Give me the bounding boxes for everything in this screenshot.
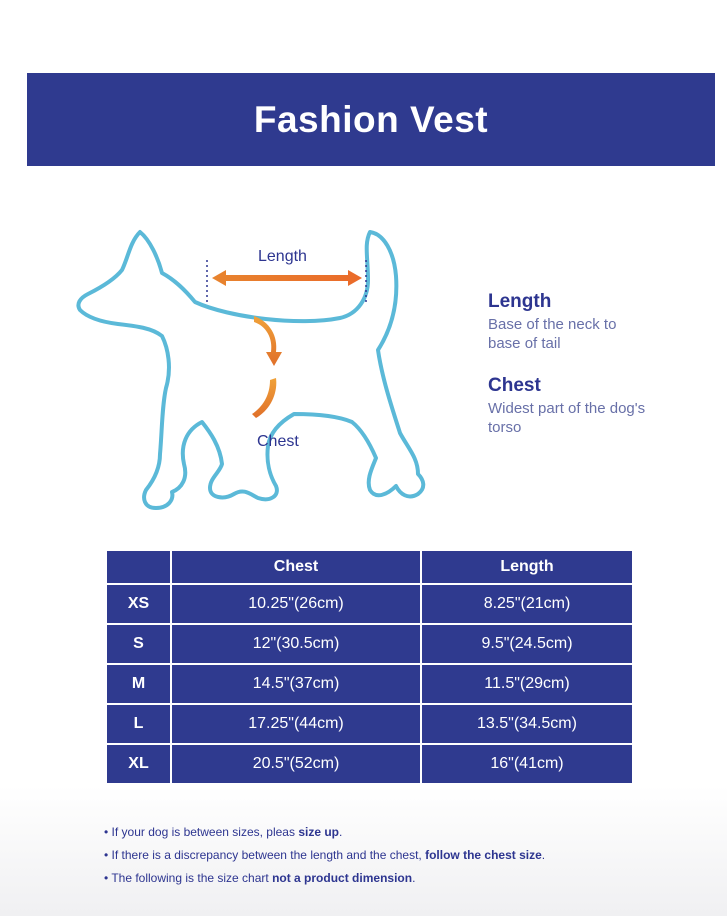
chest-cell: 12"(30.5cm) bbox=[171, 624, 421, 664]
table-header-chest: Chest bbox=[171, 551, 421, 584]
diagram-chest-label: Chest bbox=[257, 433, 299, 450]
note-suffix: . bbox=[541, 848, 546, 862]
title-banner bbox=[27, 73, 715, 166]
size-cell: XS bbox=[107, 584, 171, 624]
note-text: • If your dog is between sizes, pleas bbox=[104, 825, 299, 839]
length-cell: 11.5"(29cm) bbox=[421, 664, 632, 704]
length-cell: 8.25"(21cm) bbox=[421, 584, 632, 624]
note-emphasis: follow the chest size bbox=[425, 848, 542, 862]
table-row bbox=[107, 744, 632, 783]
dog-silhouette-outline bbox=[78, 232, 423, 508]
note-text: • If there is a discrepancy between the length and the chest, bbox=[104, 848, 426, 862]
chest-cell: 17.25"(44cm) bbox=[171, 704, 421, 744]
legend-length-description: Base of the neck to base of tail bbox=[488, 316, 617, 352]
length-cell: 9.5"(24.5cm) bbox=[421, 624, 632, 664]
legend-chest bbox=[488, 375, 648, 437]
length-arrow bbox=[212, 270, 362, 286]
size-cell: M bbox=[107, 664, 171, 704]
chest-cell: 20.5"(52cm) bbox=[171, 744, 421, 783]
note-item bbox=[104, 823, 545, 846]
table-header-row bbox=[107, 551, 632, 584]
note-emphasis: size up bbox=[298, 825, 339, 839]
table-header-size bbox=[107, 551, 171, 584]
table-row bbox=[107, 624, 632, 664]
note-item bbox=[104, 846, 545, 869]
size-cell: XL bbox=[107, 744, 171, 783]
chest-arrow-bottom bbox=[252, 378, 276, 418]
table-row bbox=[107, 664, 632, 704]
size-notes bbox=[104, 823, 545, 892]
size-cell: L bbox=[107, 704, 171, 744]
length-cell: 13.5"(34.5cm) bbox=[421, 704, 632, 744]
chest-arrow-top bbox=[254, 316, 282, 366]
legend-chest-description: Widest part of the dog's torso bbox=[488, 400, 646, 436]
note-emphasis: not a product dimension bbox=[272, 871, 413, 885]
table-row bbox=[107, 704, 632, 744]
table-row bbox=[107, 584, 632, 624]
note-suffix: . bbox=[412, 871, 416, 885]
chest-cell: 10.25"(26cm) bbox=[171, 584, 421, 624]
page-title: Fashion Vest bbox=[253, 98, 489, 140]
size-cell: S bbox=[107, 624, 171, 664]
legend-length bbox=[488, 291, 648, 353]
legend-chest-title: Chest bbox=[488, 375, 541, 396]
diagram-length-label: Length bbox=[258, 248, 307, 265]
chest-cell: 14.5"(37cm) bbox=[171, 664, 421, 704]
note-item bbox=[104, 869, 545, 892]
table-header-length: Length bbox=[421, 551, 632, 584]
legend-length-title: Length bbox=[488, 291, 552, 312]
note-suffix: . bbox=[339, 825, 343, 839]
length-cell: 16"(41cm) bbox=[421, 744, 632, 783]
note-text: • The following is the size chart bbox=[104, 871, 273, 885]
size-chart-table bbox=[107, 551, 632, 783]
